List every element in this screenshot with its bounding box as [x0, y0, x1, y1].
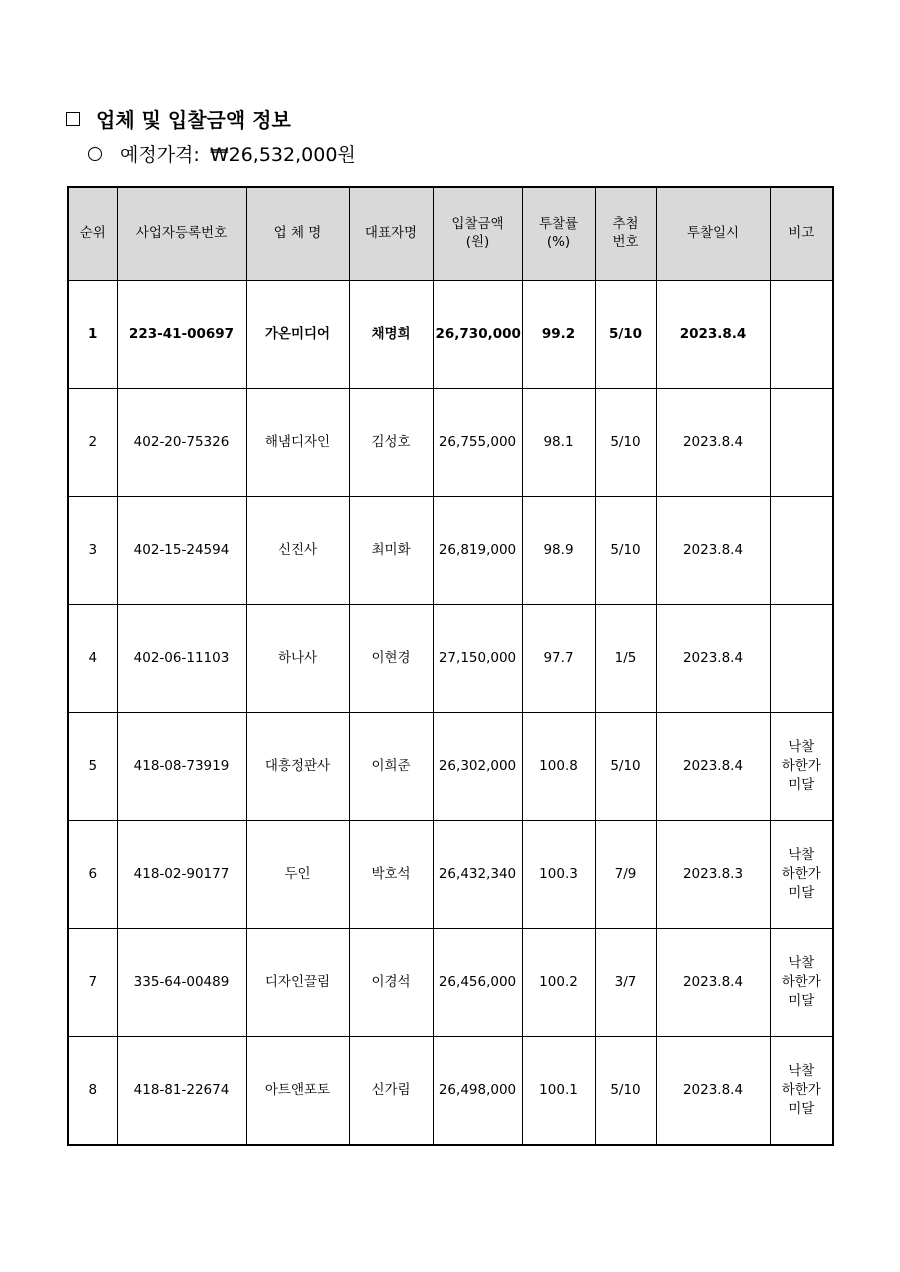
- table-cell: 신가림: [349, 1037, 433, 1146]
- column-header: 대표자명: [349, 187, 433, 281]
- table-cell: 6: [68, 821, 117, 929]
- table-cell: 1/5: [595, 605, 656, 713]
- table-cell: 8: [68, 1037, 117, 1146]
- table-cell: 2023.8.4: [656, 497, 770, 605]
- table-cell: 418-81-22674: [117, 1037, 246, 1146]
- section-heading: [66, 104, 291, 133]
- table-cell: 26,432,340: [433, 821, 522, 929]
- table-cell: 낙찰 하한가 미달: [770, 821, 833, 929]
- table-cell: 402-15-24594: [117, 497, 246, 605]
- table-cell: 5/10: [595, 497, 656, 605]
- table-cell: 4: [68, 605, 117, 713]
- estimate-line: [88, 140, 356, 167]
- table-cell: 2023.8.4: [656, 281, 770, 389]
- table-cell: 26,819,000: [433, 497, 522, 605]
- table-cell: 402-20-75326: [117, 389, 246, 497]
- table-row: [68, 605, 833, 713]
- table-cell: 26,755,000: [433, 389, 522, 497]
- table-cell: 대흥정판사: [246, 713, 349, 821]
- table-cell: 2023.8.4: [656, 929, 770, 1037]
- circle-bullet-icon: [88, 147, 102, 161]
- table-cell: 26,302,000: [433, 713, 522, 821]
- table-cell: 3/7: [595, 929, 656, 1037]
- table-cell: 이희준: [349, 713, 433, 821]
- table-cell: 98.1: [522, 389, 595, 497]
- table-cell: 두인: [246, 821, 349, 929]
- table-cell: 3: [68, 497, 117, 605]
- table-cell: 98.9: [522, 497, 595, 605]
- column-header: 순위: [68, 187, 117, 281]
- table-cell: 2023.8.4: [656, 605, 770, 713]
- table-cell: 해냄디자인: [246, 389, 349, 497]
- table-cell: [770, 605, 833, 713]
- table-cell: 박호석: [349, 821, 433, 929]
- table-cell: 5: [68, 713, 117, 821]
- table-row: [68, 497, 833, 605]
- table-row: [68, 281, 833, 389]
- table-cell: 김성호: [349, 389, 433, 497]
- table-row: [68, 929, 833, 1037]
- table-cell: 디자인끌림: [246, 929, 349, 1037]
- table-cell: 26,456,000: [433, 929, 522, 1037]
- column-header: 추첨 번호: [595, 187, 656, 281]
- table-header-row: [68, 187, 833, 281]
- table-cell: [770, 389, 833, 497]
- table-cell: 최미화: [349, 497, 433, 605]
- column-header: 입찰금액 (원): [433, 187, 522, 281]
- estimate-label: 예정가격:: [120, 144, 200, 166]
- table-cell: 아트앤포토: [246, 1037, 349, 1146]
- table-cell: 7: [68, 929, 117, 1037]
- table-cell: 채명희: [349, 281, 433, 389]
- table-row: [68, 713, 833, 821]
- table-cell: 97.7: [522, 605, 595, 713]
- table-cell: 2023.8.4: [656, 713, 770, 821]
- column-header: 업 체 명: [246, 187, 349, 281]
- table-cell: 이경석: [349, 929, 433, 1037]
- table-cell: 335-64-00489: [117, 929, 246, 1037]
- table-cell: 26,498,000: [433, 1037, 522, 1146]
- heading-text: 업체 및 입찰금액 정보: [96, 108, 291, 132]
- column-header: 투찰일시: [656, 187, 770, 281]
- column-header: 비고: [770, 187, 833, 281]
- table-cell: 100.3: [522, 821, 595, 929]
- column-header: 투찰률 (%): [522, 187, 595, 281]
- table-cell: 223-41-00697: [117, 281, 246, 389]
- table-cell: 402-06-11103: [117, 605, 246, 713]
- table-cell: 5/10: [595, 713, 656, 821]
- bid-table: [67, 186, 834, 1146]
- table-cell: 하나사: [246, 605, 349, 713]
- table-cell: 27,150,000: [433, 605, 522, 713]
- table-cell: 5/10: [595, 1037, 656, 1146]
- table-cell: [770, 497, 833, 605]
- table-row: [68, 1037, 833, 1146]
- table-cell: [770, 281, 833, 389]
- table-row: [68, 821, 833, 929]
- table-cell: 5/10: [595, 281, 656, 389]
- table-cell: 낙찰 하한가 미달: [770, 1037, 833, 1146]
- table-row: [68, 389, 833, 497]
- table-cell: 5/10: [595, 389, 656, 497]
- table-cell: 2: [68, 389, 117, 497]
- table-cell: 낙찰 하한가 미달: [770, 713, 833, 821]
- table-cell: 가온미디어: [246, 281, 349, 389]
- table-body: [68, 281, 833, 1146]
- checkbox-square-icon: [66, 112, 80, 126]
- table-cell: 100.1: [522, 1037, 595, 1146]
- table-cell: 7/9: [595, 821, 656, 929]
- table-cell: 2023.8.3: [656, 821, 770, 929]
- table-cell: 신진사: [246, 497, 349, 605]
- table-cell: 2023.8.4: [656, 1037, 770, 1146]
- table-cell: 100.8: [522, 713, 595, 821]
- estimate-value: ₩26,532,000원: [209, 144, 356, 166]
- column-header: 사업자등록번호: [117, 187, 246, 281]
- table-cell: 1: [68, 281, 117, 389]
- table-cell: 낙찰 하한가 미달: [770, 929, 833, 1037]
- table-cell: 418-08-73919: [117, 713, 246, 821]
- table-cell: 418-02-90177: [117, 821, 246, 929]
- table-cell: 2023.8.4: [656, 389, 770, 497]
- table-cell: 99.2: [522, 281, 595, 389]
- table-cell: 100.2: [522, 929, 595, 1037]
- table-cell: 이현경: [349, 605, 433, 713]
- table-cell: 26,730,000: [433, 281, 522, 389]
